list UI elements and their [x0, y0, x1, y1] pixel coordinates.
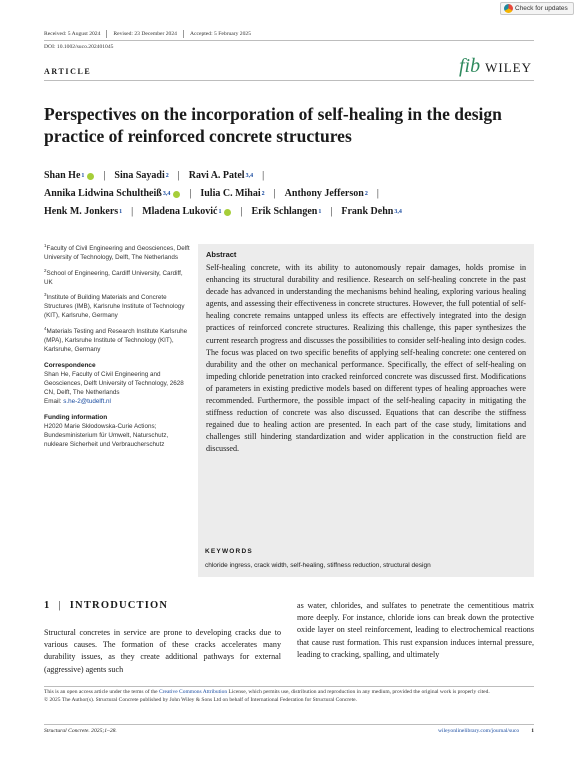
email-label: Email: [44, 397, 62, 405]
author-list [44, 167, 534, 221]
affiliation-text: Faculty of Civil Engineering and Geosciences, Delft University of Technology, Delft, The Netherlands [44, 245, 190, 261]
author-name[interactable]: Mladena Luković [142, 206, 218, 217]
divider: | [262, 170, 265, 181]
article-type-label: ARTICLE [44, 67, 92, 76]
license-text: License, which permits use, distribution and reproduction in any medium, provided the original work is properly cited. [228, 689, 490, 695]
author-affiliation: 2 [165, 173, 169, 179]
doi[interactable]: DOI: 10.1002/suco.202401045 [44, 44, 114, 50]
author-row [44, 185, 534, 203]
author-affiliation: 3,4 [162, 191, 171, 197]
orcid-icon[interactable] [224, 209, 231, 216]
affiliation-text: Institute of Building Materials and Concrete Structures (IMB), Karlsruhe Institute of Technology (KIT), Karlsruhe, Germany [44, 294, 185, 320]
author-name[interactable]: Anthony Jefferson [284, 188, 364, 199]
revised-date: Revised: 23 December 2024 [113, 31, 177, 37]
author-row [44, 167, 534, 185]
author-affiliation: 3,4 [245, 173, 254, 179]
correspondence-text: Shan He, Faculty of Civil Engineering and Geosciences, Delft University of Technology, 2628 CN, Delft, The Netherlands [44, 371, 184, 396]
correspondence-email [44, 398, 192, 407]
divider: | [189, 188, 192, 199]
affiliation [44, 291, 192, 320]
publisher-logo [459, 56, 532, 76]
intro-left-column: Structural concretes in service are prone to developing cracks due to various causes. The formation of these cracks accelerates many durability issues, as they create additional pathways for external (aggressive) agents such [44, 628, 281, 674]
author-affiliation: 3,4 [394, 209, 402, 215]
crossmark-icon [504, 4, 513, 13]
affiliation-number: 3 [44, 292, 47, 298]
orcid-icon[interactable] [173, 191, 180, 198]
article-dates [44, 30, 534, 38]
abstract-box [198, 244, 534, 577]
divider: | [131, 206, 134, 217]
intro-right-column: as water, chlorides, and sulfates to penetrate the cementitious matrix more deeply. For instance, chloride ions can break down the protective oxide layer on steel reinforcement, leading to electrochemical reactions that cause rust formation. This rust expansion induces internal pressure, leading to cracking, spalling, and ultimately [297, 601, 534, 659]
divider: | [103, 170, 106, 181]
divider: | [330, 206, 333, 217]
divider: | [58, 600, 62, 611]
author-affiliation: 1 [119, 209, 123, 215]
check-for-updates-label: Check for updates [515, 5, 568, 12]
sidebar-info [44, 242, 192, 450]
license-rule [44, 686, 534, 687]
cc-license-link[interactable]: Creative Commons Attribution [159, 689, 228, 695]
author-name[interactable]: Ravi A. Patel [188, 170, 245, 181]
author-name[interactable]: Shan He [44, 170, 81, 181]
wiley-logo: WILEY [485, 60, 532, 75]
affiliation-text: Materials Testing and Research Institute Karlsruhe (MPA), Karlsruhe Institute of Technology (KIT), Karlsruhe, Germany [44, 327, 188, 353]
received-date: Received: 5 August 2024 [44, 31, 101, 37]
divider: | [376, 188, 379, 199]
section-number: 1 [44, 600, 51, 611]
affiliation-number: 4 [44, 325, 47, 331]
title-rule [44, 80, 534, 81]
divider [183, 30, 184, 38]
abstract-text: Self-healing concrete, with its ability to autonomously repair damages, holds promise in enhancing its structural durability and resilience. Research on self-healing concrete in the past decade has advanced in understanding the mechanisms behind healing, exploring various healing agents, and assessing their effectiveness in concrete structures. However, the full potential of self-healing concrete remains untapped unless its effects are effectively integrated into the design practices of reinforced concrete structures. Realizing this challenge, this paper synthesizes the current research progress and discusses the possibilities to consider self-healing into design codes. The focus was placed on two specific benefits of applying self-healing concrete: one centered on durability and the other on mechanical performance. Specifically, the effect of self-healing on impeding chloride penetration into cracked reinforced concrete was discussed first. Modifications of parameters in existing predictive models based on different types of healing approaches were recommended. Furthermore, the possible impact of the self-healing capacity in mitigating the stiffness reduction of concrete was also discussed. Equations that can describe the stiffness regained due to healing action are presented. In each part of the case study, limitations and challenges still hindering standardization and wider application in the construction field are discussed. [206, 263, 526, 454]
copyright: © 2025 The Author(s). Structural Concrete published by John Wiley & Sons Ltd on behalf of International Federation for Structural Concrete. [44, 696, 357, 703]
section-title: INTRODUCTION [69, 600, 169, 611]
affiliation-number: 1 [44, 243, 47, 248]
orcid-icon[interactable] [87, 173, 94, 180]
author-name[interactable]: Frank Dehn [341, 206, 394, 217]
divider: | [240, 206, 243, 217]
abstract-heading: Abstract [206, 250, 237, 259]
license-notice [44, 689, 534, 704]
author-name[interactable]: Iulia C. Mihai [200, 188, 261, 199]
author-name[interactable]: Henk M. Jonkers [44, 206, 119, 217]
page-footer [44, 728, 534, 734]
author-row [44, 203, 534, 221]
section-heading [44, 600, 168, 611]
author-name[interactable]: Annika Lidwina Schultheiß [44, 188, 162, 199]
author-affiliation: 1 [318, 209, 322, 215]
affiliation [44, 267, 192, 288]
header-rule [44, 40, 534, 41]
fib-logo: fib [459, 55, 481, 77]
affiliation [44, 242, 192, 263]
author-affiliation: 2 [261, 191, 265, 197]
footer-rule [44, 724, 534, 725]
affiliation [44, 325, 192, 354]
license-text: This is an open access article under the terms of the [44, 689, 158, 695]
keywords-text: chloride ingress, crack width, self-healing, stiffness reduction, structural design [205, 562, 431, 569]
affiliation-text: School of Engineering, Cardiff University, Cardiff, UK [44, 269, 183, 286]
divider: | [177, 170, 180, 181]
funding-heading: Funding information [44, 414, 108, 422]
divider [106, 30, 107, 38]
author-name[interactable]: Erik Schlangen [251, 206, 318, 217]
author-affiliation: 1 [81, 173, 85, 179]
funding-text: H2020 Marie Skłodowska-Curie Actions; Bundesministerium für Umwelt, Naturschutz, nukleare Sicherheit und Verbraucherschutz [44, 423, 169, 448]
author-name[interactable]: Sina Sayadi [114, 170, 165, 181]
correspondence-heading: Correspondence [44, 362, 96, 370]
accepted-date: Accepted: 5 February 2025 [189, 31, 251, 37]
email-link[interactable]: s.he-2@tudelft.nl [63, 397, 111, 405]
check-for-updates-button[interactable] [500, 2, 574, 15]
author-affiliation: 2 [364, 191, 368, 197]
affiliation-number: 2 [44, 267, 47, 273]
divider: | [273, 188, 276, 199]
article-title: Perspectives on the incorporation of self-healing in the design practice of reinforced concrete structures [44, 104, 502, 146]
page-number: 1 [531, 728, 534, 734]
journal-citation: Structural Concrete. 2025;1–28. [44, 728, 117, 734]
author-affiliation: 1 [218, 209, 222, 215]
keywords-heading: KEYWORDS [205, 548, 253, 555]
journal-url[interactable]: wileyonlinelibrary.com/journal/suco [438, 728, 520, 734]
